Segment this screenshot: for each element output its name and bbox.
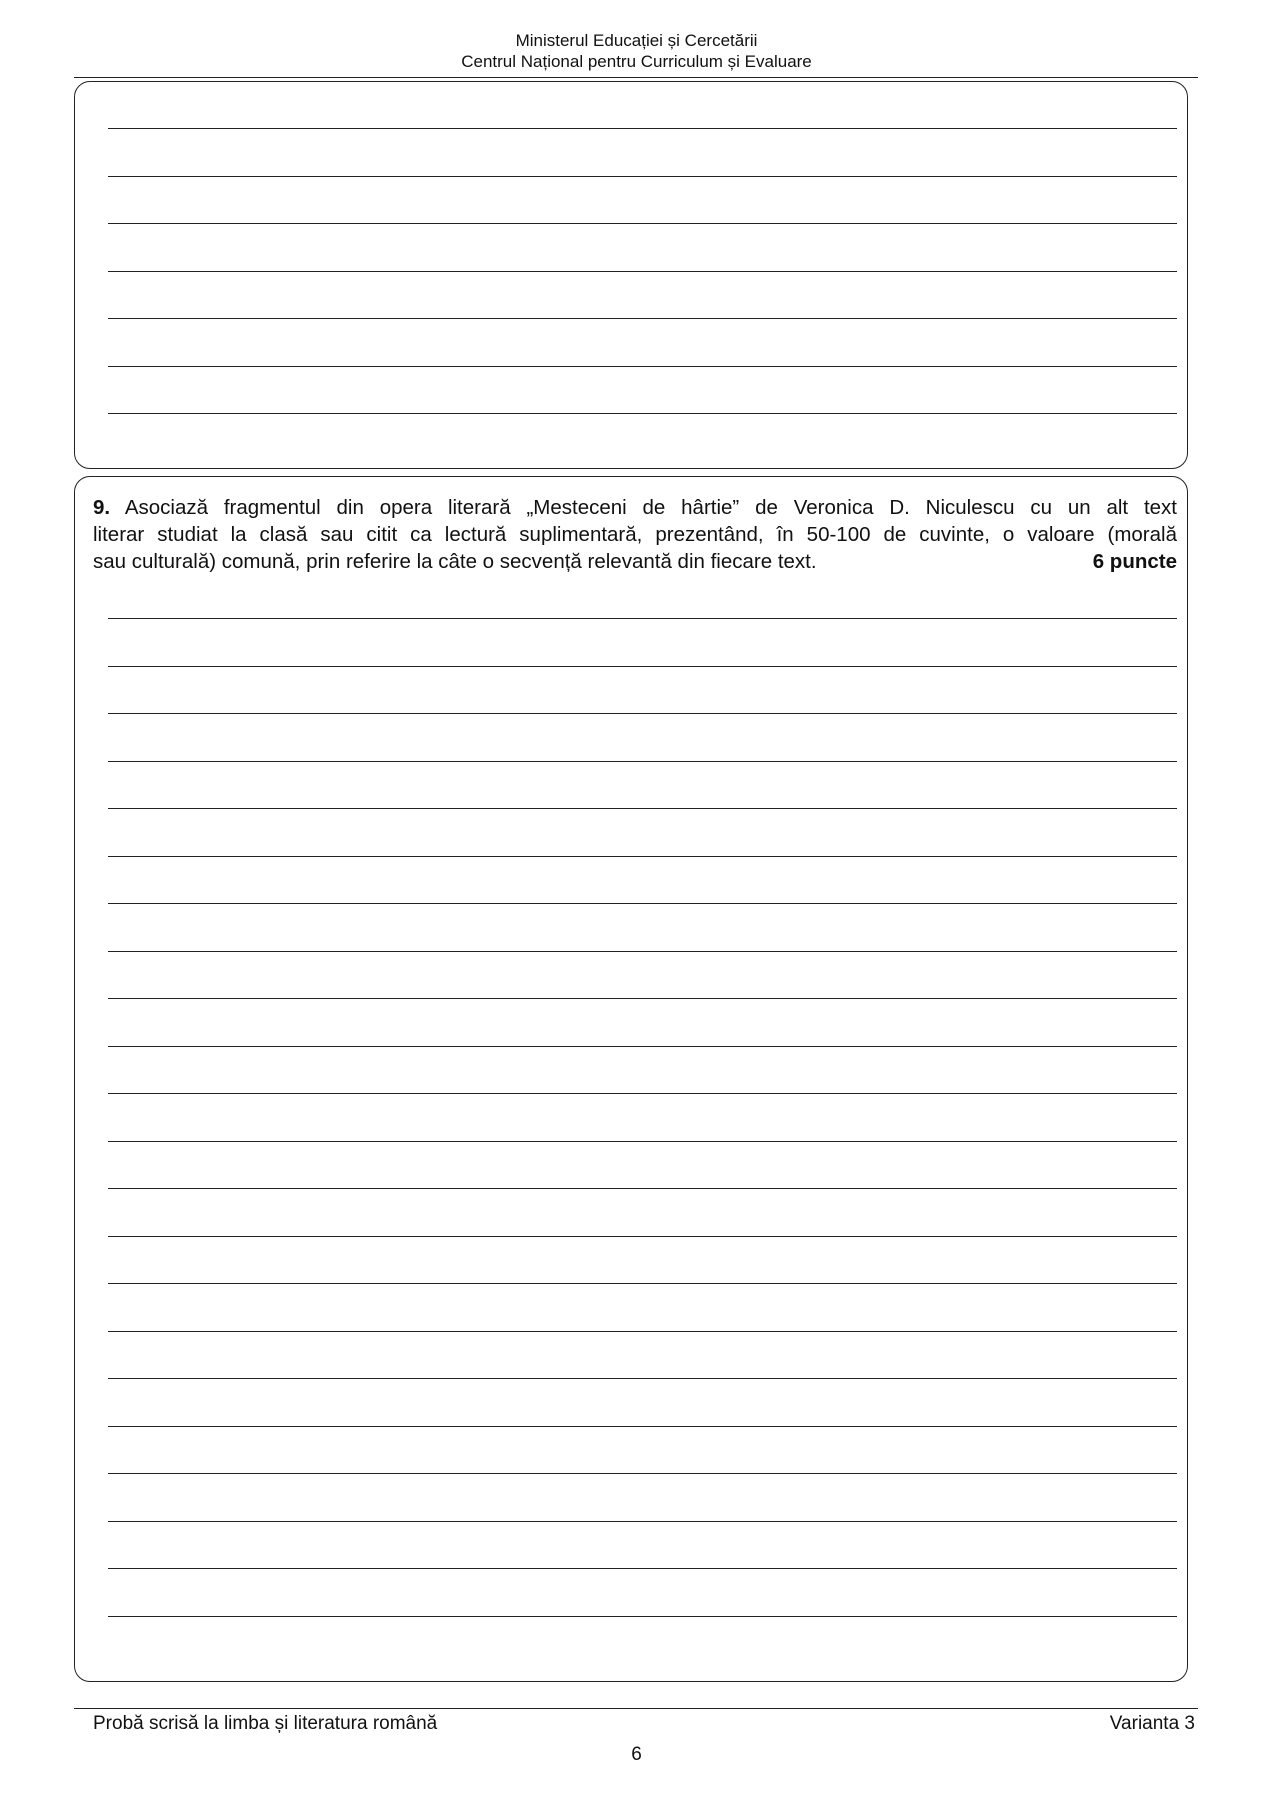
writing-line[interactable] xyxy=(108,1473,1177,1474)
writing-line[interactable] xyxy=(108,1283,1177,1284)
question-line-2: literar studiat la clasă sau citit ca lectură suplimentară, prezentând, în 50-100 de cuvinte, o valoare (morală xyxy=(93,523,1177,546)
header-center: Centrul Național pentru Curriculum și Evaluare xyxy=(461,52,812,71)
writing-line[interactable] xyxy=(108,1236,1177,1237)
footer-exam-title: Probă scrisă la limba și literatura română xyxy=(93,1713,438,1734)
writing-line[interactable] xyxy=(108,856,1177,857)
writing-line[interactable] xyxy=(108,1188,1177,1189)
page-number: 6 xyxy=(631,1744,642,1765)
writing-line[interactable] xyxy=(108,176,1177,177)
writing-line[interactable] xyxy=(108,366,1177,367)
writing-line[interactable] xyxy=(108,998,1177,999)
question-line-1: 9. Asociază fragmentul din opera literară „Mesteceni de hârtie” de Veronica D. Niculescu cu un alt text xyxy=(93,496,1177,519)
question-line-3: sau culturală) comună, prin referire la câte o secvență relevantă din fiecare text. 6 puncte xyxy=(93,550,1177,573)
writing-line[interactable] xyxy=(108,318,1177,319)
answer-box-previous xyxy=(74,81,1188,469)
writing-line[interactable] xyxy=(108,666,1177,667)
writing-line[interactable] xyxy=(108,1426,1177,1427)
writing-line[interactable] xyxy=(108,1568,1177,1569)
writing-line[interactable] xyxy=(108,1616,1177,1617)
writing-line[interactable] xyxy=(108,618,1177,619)
writing-line[interactable] xyxy=(108,1046,1177,1047)
writing-line[interactable] xyxy=(108,903,1177,904)
writing-line[interactable] xyxy=(108,1378,1177,1379)
writing-line[interactable] xyxy=(108,1141,1177,1142)
writing-line[interactable] xyxy=(108,1093,1177,1094)
points-label: 6 puncte xyxy=(1092,550,1177,573)
footer-variant: Varianta 3 xyxy=(1109,1713,1195,1734)
writing-line[interactable] xyxy=(108,713,1177,714)
writing-line[interactable] xyxy=(108,271,1177,272)
writing-line[interactable] xyxy=(108,128,1177,129)
header-ministry: Ministerul Educației și Cercetării xyxy=(515,31,758,50)
writing-line[interactable] xyxy=(108,1331,1177,1332)
writing-line[interactable] xyxy=(108,413,1177,414)
writing-line[interactable] xyxy=(108,808,1177,809)
writing-line[interactable] xyxy=(108,223,1177,224)
question-9-text xyxy=(93,494,1177,575)
document-header xyxy=(0,30,1273,72)
writing-line[interactable] xyxy=(108,951,1177,952)
question-number: 9. xyxy=(93,496,111,519)
writing-line[interactable] xyxy=(108,761,1177,762)
header-rule xyxy=(74,77,1198,78)
footer-rule xyxy=(74,1708,1198,1709)
question-9-box xyxy=(74,476,1188,1682)
writing-line[interactable] xyxy=(108,1521,1177,1522)
